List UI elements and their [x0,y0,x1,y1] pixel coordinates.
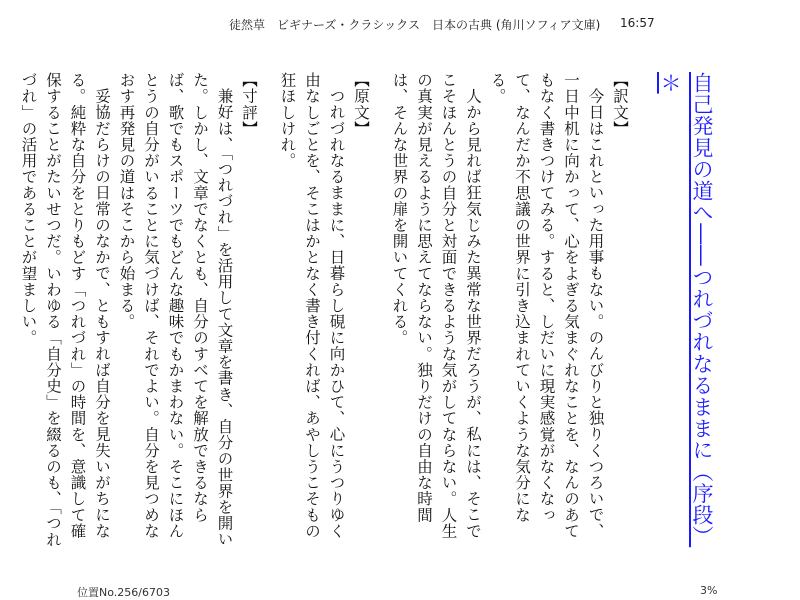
chapter-title[interactable]: 自己発見の道へ――つれづれなるままに（序段）＊ [658,72,714,548]
paragraph: 兼好は、「つれづれ」を活用して文章を書き、自分の世界を開いた。しかし、文章でなくとも、自分のすべてを解放できるならば、歌でもスポーツでもどんな趣味でもかまわない。そこにほんとうの自分がいることに気づけば、それでよい。自分を見つめなおす再発見の道はそこから始まる。 [117,72,234,547]
paragraph: 今日はこれといった用事もない。のんびりと独りくつろいで、一日中机に向かって、心をよぎる気まぐれなことを、なんのあてもなく書きつけてみる。すると、しだいに現実感覚がなくなって、なんだか不思議の世界に引き込まれていくような気分になる。 [488,72,605,539]
location-indicator[interactable]: 位置No.256/6703 [77,586,170,599]
status-bar [0,14,800,34]
reading-pane[interactable] [19,72,718,552]
section-heading-translation: 【訳文】 [611,72,629,137]
clock: 16:57 [620,16,655,30]
paragraph: 人から見れば狂気じみた異常な世界だろうが、私には、そこでこそほんとうの自分と対面できるような気がしてならない。人生の真実が見えるように思えてならない。独りだけの自由な時間は、そんな世界の扉を開いてくれる。 [390,72,482,539]
book-title: 徒然草 ビギナーズ・クラシックス 日本の古典 (角川ソフィア文庫) [229,18,601,32]
paragraph: つれづれなるままに、日暮らし硯に向かひて、心にうつりゆく由なしごとを、そこはかとなく書き付くれば、あやしうこそもの狂ほしけれ。 [278,72,346,539]
paragraph: 妥協だらけの日常のなかで、ともすれば自分を見失いがちになる。純粋な自分をとりもどす「つれづれ」の時間を、意識して確保することがたいせつだ。いわゆる「自分史」を綴るのも、「つれづれ」の活用であることが望ましい。 [19,72,111,548]
section-heading-commentary: 【寸評】 [240,72,258,137]
section-heading-original: 【原文】 [352,72,370,137]
percent-read: 3% [700,584,718,597]
reading-progress [0,584,800,598]
